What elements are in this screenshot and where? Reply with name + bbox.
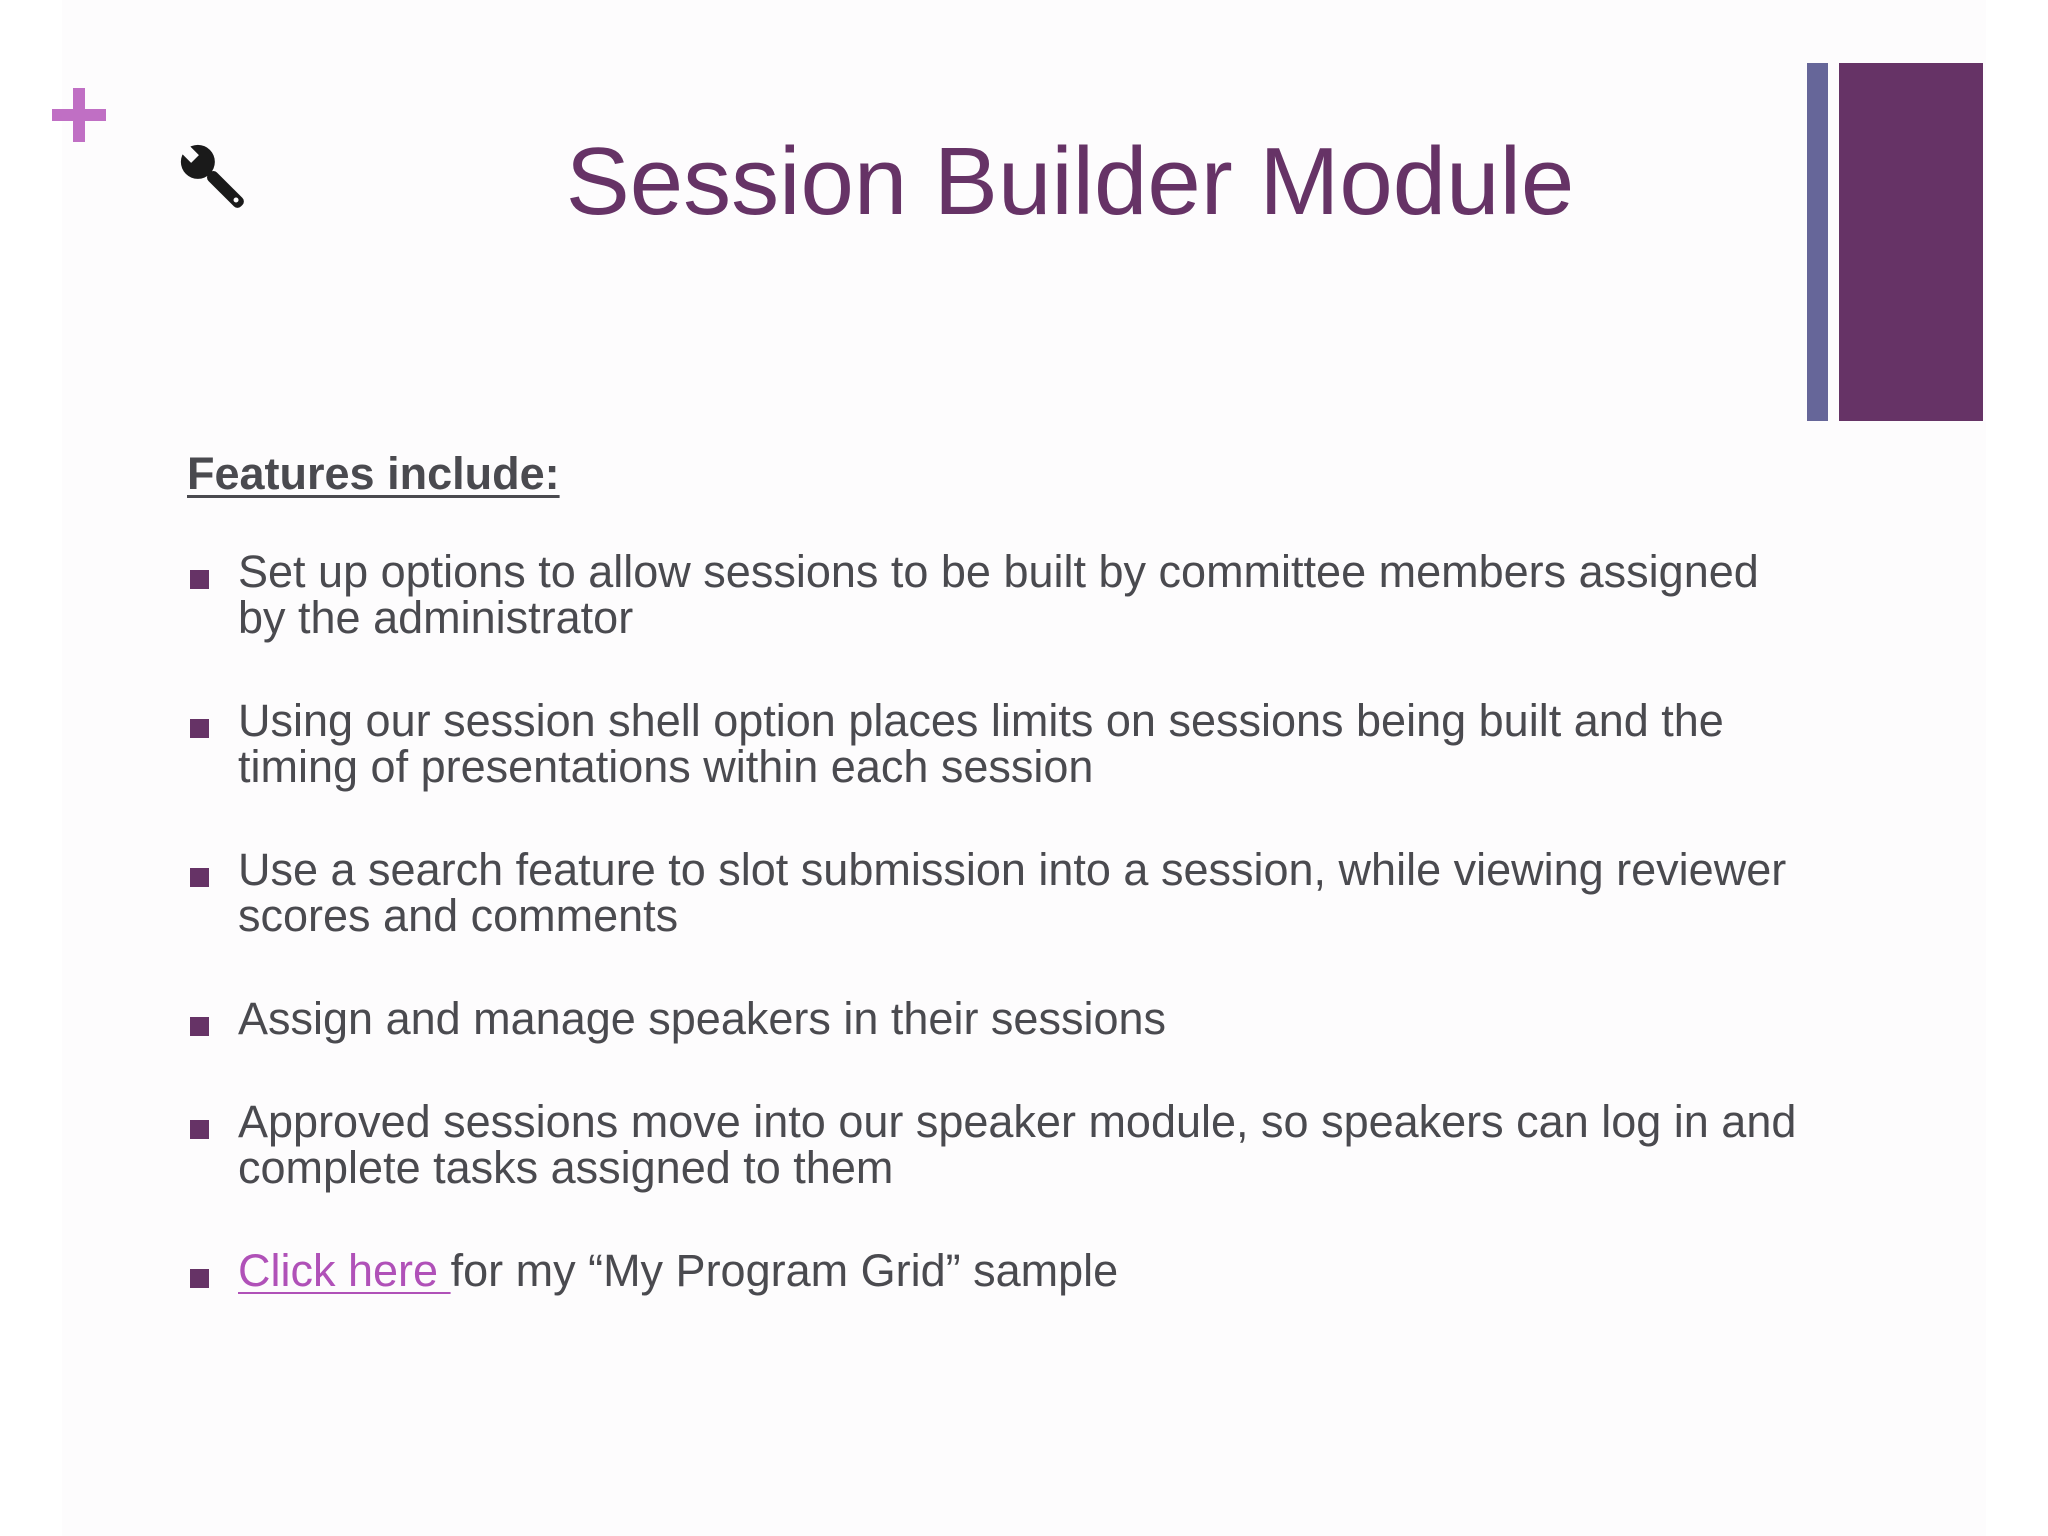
wrench-icon [172, 136, 252, 216]
list-item [187, 546, 1807, 643]
plus-icon-vertical-bar [73, 88, 85, 142]
accent-bar-thick [1839, 63, 1983, 421]
accent-bar-thin [1807, 63, 1828, 421]
slide-title: Session Builder Module [565, 128, 1575, 235]
link-trailing-text: for my “My Program Grid” sample [450, 1245, 1119, 1296]
list-item-text: Using our session shell option places limits on sessions being built and the timing of presentations within each session [238, 695, 1724, 792]
square-bullet-icon [190, 1120, 209, 1139]
list-item-text: Set up options to allow sessions to be built by committee members assigned by the administrator [238, 546, 1759, 643]
program-grid-link[interactable]: Click here [238, 1245, 451, 1296]
square-bullet-icon [190, 1017, 209, 1036]
feature-list [187, 546, 1807, 1351]
square-bullet-icon [190, 1269, 209, 1288]
features-heading: Features include: [187, 448, 560, 499]
square-bullet-icon [190, 719, 209, 738]
list-item [187, 1096, 1807, 1193]
list-item-text: Use a search feature to slot submission into a session, while viewing reviewer scores and comments [238, 844, 1787, 941]
list-item-text: Assign and manage speakers in their sessions [238, 993, 1167, 1044]
list-item [187, 844, 1807, 941]
list-item-link [187, 1245, 1807, 1296]
square-bullet-icon [190, 868, 209, 887]
list-item-text: Approved sessions move into our speaker module, so speakers can log in and complete tasks assigned to them [238, 1096, 1797, 1193]
list-item [187, 695, 1807, 792]
square-bullet-icon [190, 570, 209, 589]
plus-icon [52, 88, 106, 142]
list-item [187, 993, 1807, 1044]
